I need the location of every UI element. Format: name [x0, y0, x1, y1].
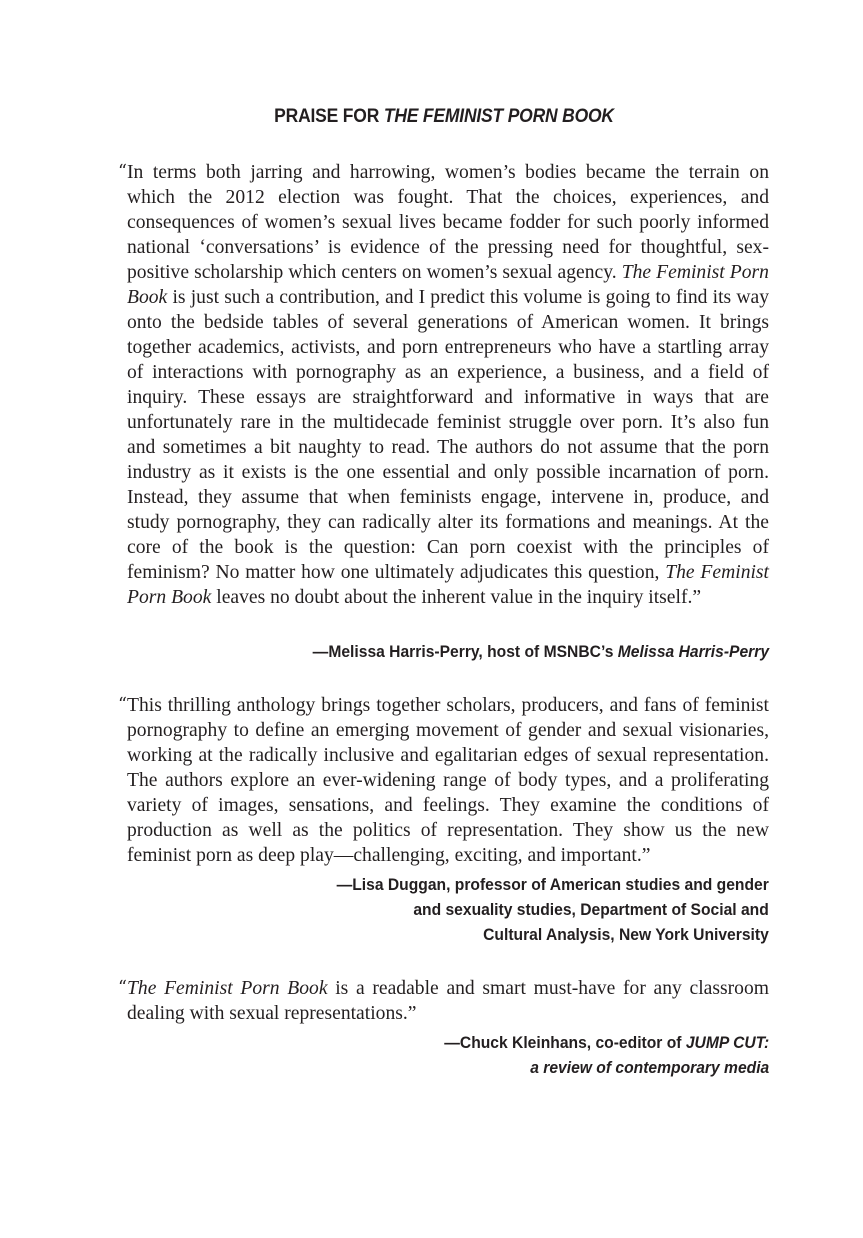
attribution-3 — [444, 1030, 769, 1080]
praise-quote-2 — [118, 693, 769, 868]
quote-text — [127, 976, 769, 1026]
quote-text — [127, 160, 769, 610]
attribution-line: and sexuality studies, Department of Social and — [413, 900, 769, 919]
attribution-line: Cultural Analysis, New York University — [483, 925, 769, 944]
open-quote-mark: “ — [118, 695, 127, 715]
open-quote-mark: “ — [118, 978, 127, 998]
heading-book-title: THE FEMINIST PORN BOOK — [383, 106, 614, 127]
attribution-line — [444, 1055, 769, 1080]
praise-quote-1 — [118, 160, 770, 610]
quote-segment: is just such a contribution, and I predict this volume is going to find its way onto the bedside tables of several generations of American women. It brings together academics, activists, and porn entrepreneurs who have a startling array of interactions with pornography as an experience, a business, and a field of inquiry. These essays are straightforward and informative in ways that are unfortunately rare in the multidecade feminist struggle over porn. It’s also fun and sometimes a bit naughty to read. The authors do not assume that the porn industry as it exists is the one essential and only possible incarnation of porn. Instead, they assume that when feminists engage, intervene in, produce, and study pornography, they can radically alter its formations and meanings. At the core of the book is the question: Can porn coexist with the principles of feminism? No matter how one ultimately adjudicates this question, — [127, 287, 769, 583]
quote-segment: In terms both jarring and harrowing, women’s bodies became the terrain on which the 2012 election was fought. That the choices, experiences, and consequences of women’s sexual lives became fodder for such poorly informed national ‘conversations’ is evidence of the pressing need for thoughtful, sex-positive scholarship which centers on women’s sexual agency. — [127, 162, 769, 283]
attribution-italic: JUMP CUT: — [685, 1033, 769, 1052]
book-title-italic: The Feminist Porn Book — [127, 562, 770, 608]
attribution-text: —Chuck Kleinhans, co-editor of — [443, 1033, 686, 1052]
book-title-italic: The Feminist Porn Book — [127, 262, 769, 308]
book-title-italic: The Feminist Porn Book — [127, 978, 328, 999]
page-heading — [36, 106, 853, 128]
open-quote-mark: “ — [118, 162, 127, 182]
attribution-text: —Melissa Harris-Perry, host of MSNBC’s — [312, 642, 618, 661]
praise-quote-3 — [118, 976, 769, 1026]
attribution-line — [444, 1030, 769, 1055]
attribution-line: —Lisa Duggan, professor of American studies and gender — [336, 875, 769, 894]
attribution-1 — [313, 639, 769, 664]
quote-segment: is a readable and smart must-have for any classroom dealing with sexual representations.” — [127, 978, 769, 1024]
quote-text: This thrilling anthology brings together scholars, producers, and fans of feminist pornography to define an emerging movement of gender and sexual visionaries, working at the radically inclusive and egalitarian edges of sexual representation. The authors explore an ever-widening range of body types, and a proliferating variety of images, sensations, and feelings. They examine the conditions of production as well as the politics of representation. They show us the new feminist porn as deep play—challenging, exciting, and important.” — [127, 695, 769, 866]
attribution-italic: Melissa Harris-Perry — [617, 642, 769, 661]
quote-segment: leaves no doubt about the inherent value in the inquiry itself.” — [211, 587, 702, 608]
attribution-italic: a review of contemporary media — [529, 1058, 769, 1077]
attribution-2 — [337, 872, 769, 947]
heading-prefix: PRAISE FOR — [274, 106, 384, 127]
